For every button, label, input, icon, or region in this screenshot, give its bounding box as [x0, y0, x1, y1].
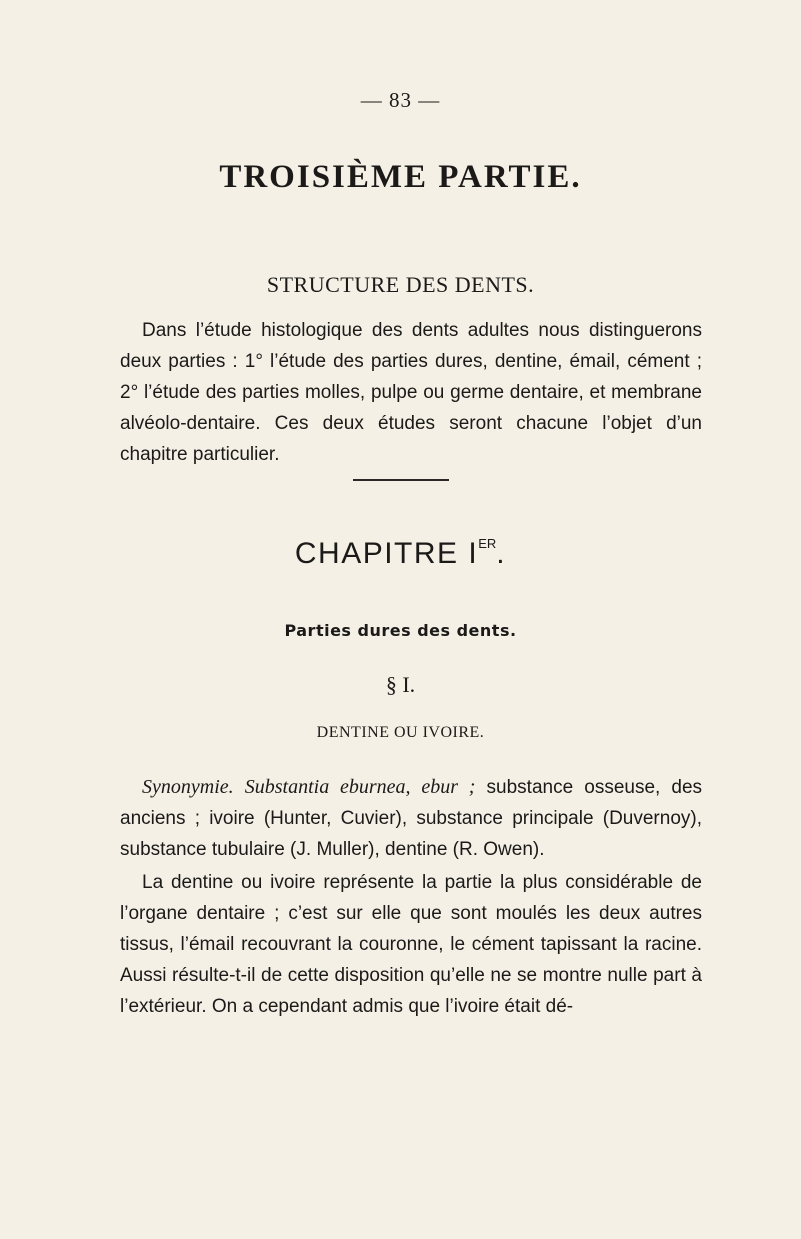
part-title: TROISIÈME PARTIE. [219, 159, 582, 195]
chapter-title-end: . [496, 537, 507, 570]
body-paragraph [120, 867, 702, 1022]
page-number: — 83 — [360, 88, 441, 112]
chapter-title: CHAPITRE I [294, 537, 479, 570]
synonymy-label: Synonymie. [142, 776, 234, 798]
intro-text: Dans l’étude histologique des dents adultes nous distinguerons deux parties : 1° l’étude des parties dures, dentine, émail, cément ; 2° l’étude des parties molles, pulpe ou germe dentaire, et membrane alvéolo-dentaire. Ces deux études seront chacune l’objet d’un chapitre particulier. [120, 320, 702, 465]
body-text: La dentine ou ivoire représente la partie la plus considérable de l’organe dentaire ; c’est sur elle que sont moulés les deux autres tissus, l’émail recouvrant la couronne, le cément tapissant la racine. Aussi résulte-t-il de cette disposition qu’elle ne se montre nulle part à l’extérieur. On a cependant admis que l’ivoire était dé- [120, 872, 702, 1017]
synonymy-text: substance osseuse, des anciens ; ivoire (Hunter, Cuvier), substance principale (Duvernoy), substance tubulaire (J. Muller), dentine (R. Owen). [120, 777, 703, 860]
section-heading: DENTINE OU IVOIRE. [316, 724, 485, 741]
synonymy-paragraph [120, 772, 702, 865]
separator-rule [353, 479, 449, 481]
synonymy-latin: Substantia eburnea, ebur ; [244, 776, 476, 798]
section-title: STRUCTURE DES DENTS. [266, 272, 535, 297]
chapter-subtitle: Parties dures des dents. [284, 621, 517, 640]
intro-paragraph [120, 315, 702, 470]
chapter-heading [0, 536, 801, 571]
section-number: § I. [385, 672, 416, 697]
chapter-title-suffix: ER [478, 536, 497, 551]
